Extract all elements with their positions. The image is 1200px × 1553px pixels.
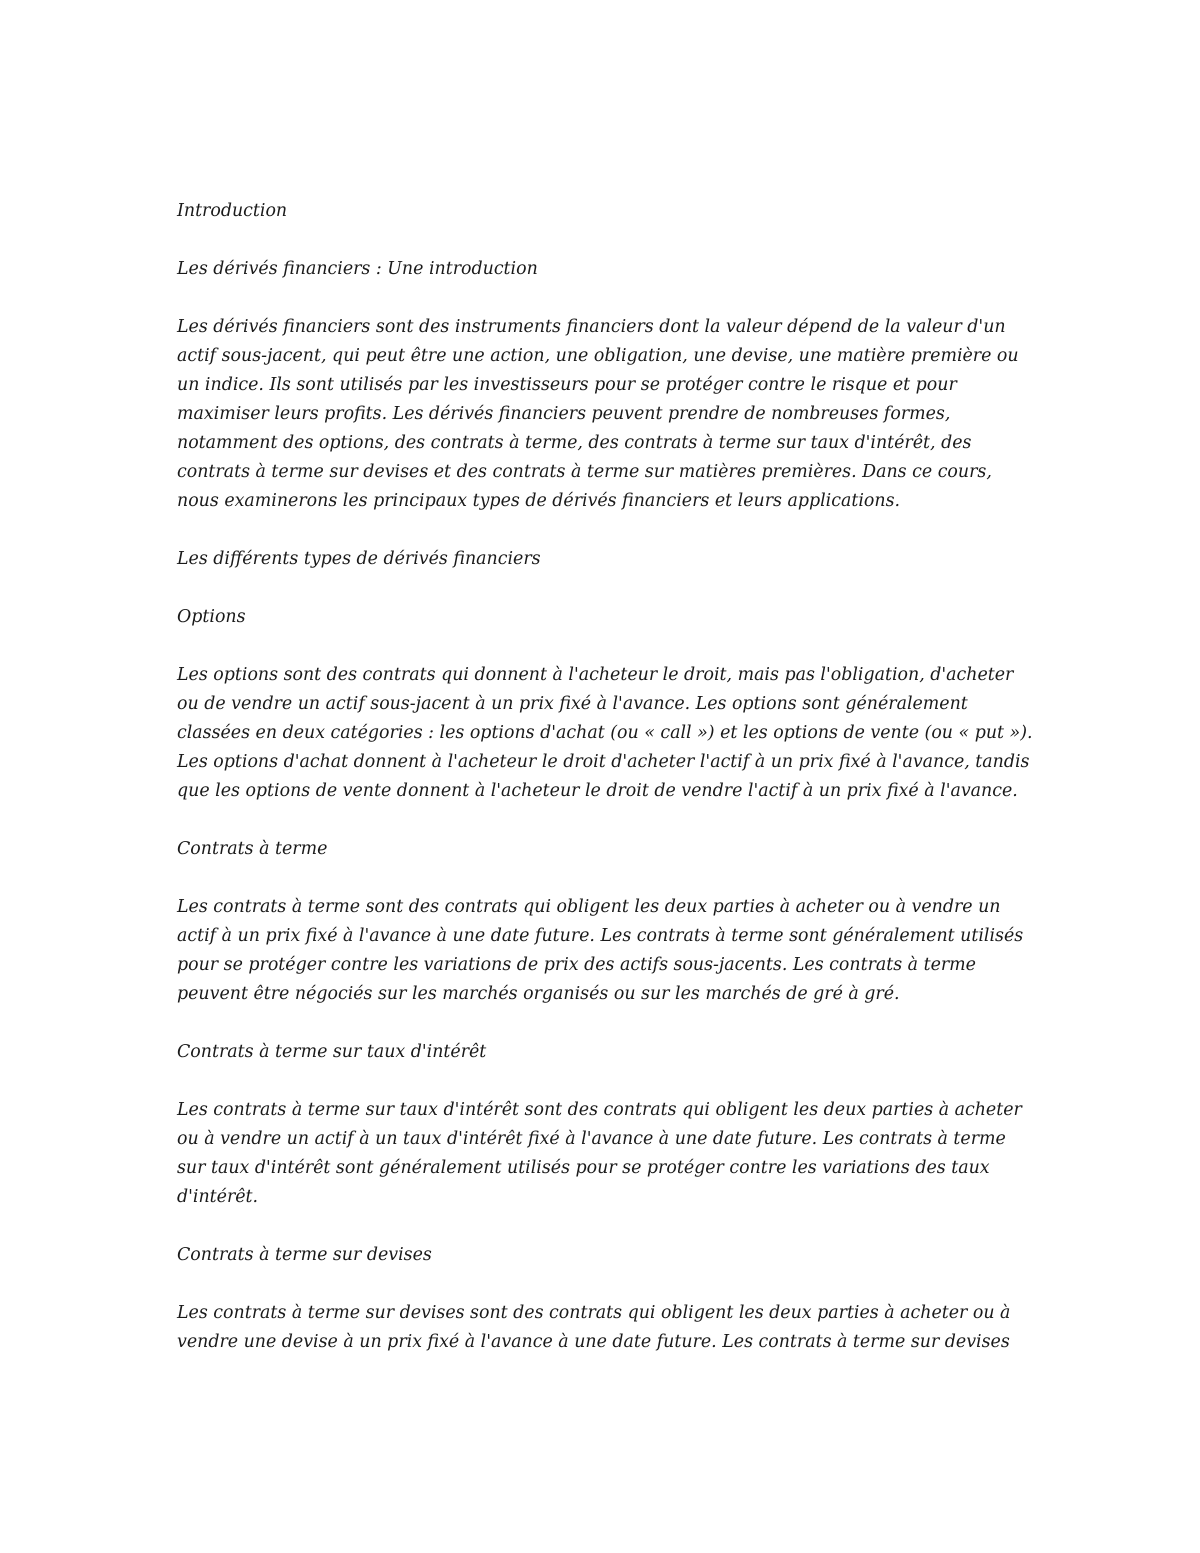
- section-body-taux-interet: Les contrats à terme sur taux d'intérêt sont des contrats qui obligent les deux parties à acheter ou à vendre un actif à un taux d'intérêt fixé à l'avance à une date future. Les contrats à terme sur taux d'intérêt sont généralement utilisés pour se protéger contre les variations des taux d'intérêt.: [177, 1100, 1022, 1207]
- document-body: [177, 197, 1037, 1386]
- section-heading-contrats-a-terme: Contrats à terme: [177, 839, 328, 859]
- section-body-contrats-a-terme: Les contrats à terme sont des contrats qui obligent les deux parties à acheter ou à vendre un actif à un prix fixé à l'avance à une date future. Les contrats à terme sont généralement utilisés pour se protéger contre les variations de prix des actifs sous-jacents. Les contrats à terme peuvent être négociés sur les marchés organisés ou sur les marchés de gré à gré.: [177, 897, 1024, 1004]
- intro-paragraph: Les dérivés financiers sont des instruments financiers dont la valeur dépend de la valeur d'un actif sous-jacent, qui peut être une action, une obligation, une devise, une matière première ou un indice. Ils sont utilisés par les investisseurs pour se protéger contre le risque et pour maximiser leurs profits. Les dérivés financiers peuvent prendre de nombreuses formes, notamment des options, des contrats à terme, des contrats à terme sur taux d'intérêt, des contrats à terme sur devises et des contrats à terme sur matières premières. Dans ce cours, nous examinerons les principaux types de dérivés financiers et leurs applications.: [177, 317, 1019, 511]
- section-heading-taux-interet: Contrats à terme sur taux d'intérêt: [177, 1042, 487, 1062]
- types-heading: Les différents types de dérivés financiers: [177, 549, 541, 569]
- section-body-options: Les options sont des contrats qui donnent à l'acheteur le droit, mais pas l'obligation, d'acheter ou de vendre un actif sous-jacent à un prix fixé à l'avance. Les options sont généralement classées en deux catégories : les options d'achat (ou « call ») et les options de vente (ou « put »). Les options d'achat donnent à l'acheteur le droit d'acheter l'actif à un prix fixé à l'avance, tandis que les options de vente donnent à l'acheteur le droit de vendre l'actif à un prix fixé à l'avance.: [177, 665, 1033, 801]
- document-title: Introduction: [177, 201, 288, 221]
- section-heading-options: Options: [177, 607, 246, 627]
- section-heading-devises: Contrats à terme sur devises: [177, 1245, 432, 1265]
- section-body-devises: Les contrats à terme sur devises sont des contrats qui obligent les deux parties à acheter ou à vendre une devise à un prix fixé à l'avance à une date future. Les contrats à terme sur devises: [177, 1303, 1011, 1352]
- document-subtitle: Les dérivés financiers : Une introduction: [177, 259, 538, 279]
